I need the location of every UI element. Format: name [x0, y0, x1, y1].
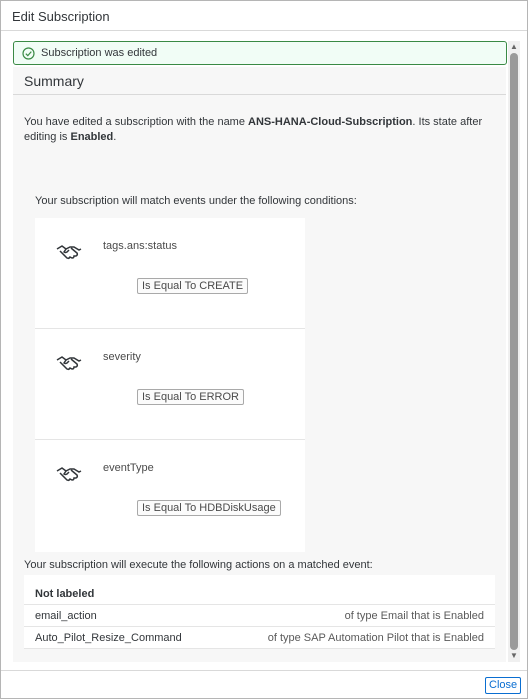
- summary-divider: [13, 94, 506, 95]
- condition-value: Is Equal To CREATE: [137, 278, 248, 294]
- handshake-icon: [55, 240, 83, 264]
- success-message-strip: [13, 41, 507, 65]
- subscription-state: Enabled: [70, 131, 114, 143]
- dialog-header: [1, 1, 527, 31]
- dialog-title: Edit Subscription: [12, 9, 110, 24]
- scroll-up-icon[interactable]: ▲: [510, 42, 518, 51]
- summary-text-suffix: .: [113, 131, 117, 143]
- vertical-scrollbar[interactable]: [508, 41, 520, 662]
- dialog-content: [1, 32, 527, 669]
- condition-item: [35, 329, 305, 440]
- actions-table: [24, 575, 495, 649]
- handshake-icon: [55, 351, 83, 375]
- dialog-footer: [1, 670, 527, 698]
- actions-intro: Your subscription will execute the following actions on a matched event:: [24, 559, 373, 571]
- subscription-name: ANS-HANA-Cloud-Subscription: [248, 116, 413, 128]
- actions-table-header: [24, 575, 495, 605]
- scroll-down-icon[interactable]: ▼: [510, 651, 518, 660]
- handshake-icon: [55, 462, 83, 486]
- condition-item: [35, 218, 305, 329]
- success-check-icon: [22, 47, 35, 60]
- condition-field: tags.ans:status: [103, 240, 177, 252]
- close-button[interactable]: Close: [485, 677, 521, 694]
- action-name: email_action: [35, 610, 97, 622]
- condition-item: [35, 440, 305, 552]
- condition-value: Is Equal To ERROR: [137, 389, 244, 405]
- conditions-list: [35, 218, 305, 552]
- actions-group-label: Not labeled: [35, 588, 95, 600]
- summary-text-middle: . Its state after editing is: [24, 116, 483, 143]
- conditions-intro: Your subscription will match events under the following conditions:: [35, 195, 357, 207]
- success-message-text: Subscription was edited: [41, 47, 158, 59]
- summary-text-prefix: You have edited a subscription with the name: [24, 116, 249, 128]
- action-description: of type SAP Automation Pilot that is Enabled: [267, 632, 484, 644]
- summary-panel[interactable]: [13, 67, 506, 662]
- summary-title: Summary: [24, 73, 84, 89]
- action-name: Auto_Pilot_Resize_Command: [35, 632, 182, 644]
- summary-text: [24, 115, 494, 145]
- scrollbar-thumb[interactable]: [510, 53, 518, 650]
- action-description: of type Email that is Enabled: [344, 610, 484, 622]
- table-row: [24, 627, 495, 649]
- condition-value: Is Equal To HDBDiskUsage: [137, 500, 281, 516]
- condition-field: eventType: [103, 462, 154, 474]
- condition-field: severity: [103, 351, 141, 363]
- table-row: [24, 605, 495, 627]
